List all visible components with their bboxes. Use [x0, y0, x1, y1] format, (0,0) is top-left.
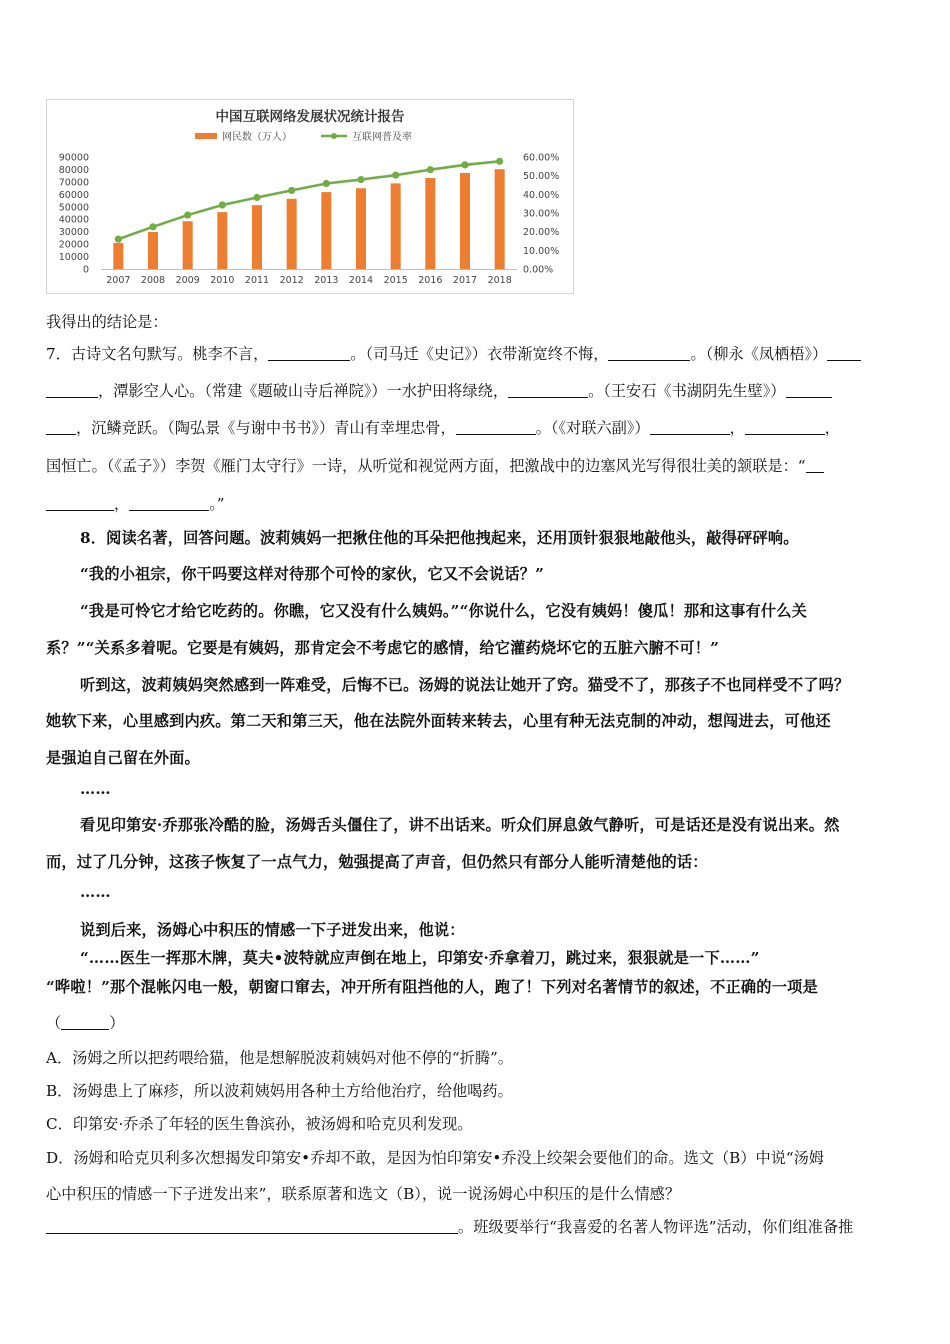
q8-question: “哗啦！”那个混帐闪电一般，朝窗口窜去，冲开所有阻挡他的人，跑了！下列对名著情节的叙述，不正确的一项是	[46, 978, 818, 996]
y-right-tick-label: 40.00%	[523, 189, 560, 201]
bar	[148, 232, 158, 269]
answer-blank[interactable]	[456, 420, 536, 435]
bar	[321, 192, 331, 269]
option-d: D．汤姆和哈克贝利多次想揭发印第安•乔却不敢，是因为怕印第安•乔没上绞架会要他们的命。选文（B）中说“汤姆	[46, 1149, 825, 1167]
answer-blank[interactable]	[61, 1015, 109, 1030]
bar	[460, 173, 470, 269]
answer-blank[interactable]	[608, 346, 690, 361]
x-tick-label: 2012	[279, 275, 304, 286]
y-left-tick-label: 40000	[58, 214, 89, 226]
y-left-tick-label: 30000	[58, 227, 89, 239]
answer-blank[interactable]	[745, 420, 825, 435]
q8-paragraph: 听到这，波莉姨妈突然感到一阵难受，后悔不已。汤姆的说法让她开了窍。猫受不了，那孩子不也同样受不了吗？	[80, 676, 850, 694]
y-left-tick-label: 50000	[58, 202, 89, 214]
option-b: B．汤姆患上了麻疹，所以波莉姨妈用各种土方给他治疗，给他喝药。	[46, 1082, 513, 1100]
line-point	[219, 201, 226, 208]
q8-paragraph: 说到后来，汤姆心中积压的情感一下子迸发出来，他说：	[80, 921, 465, 939]
answer-blank[interactable]	[46, 1219, 458, 1234]
line-point	[253, 194, 260, 201]
answer-blank[interactable]	[806, 458, 824, 473]
legend-marker-line	[331, 133, 337, 139]
line-point	[184, 211, 191, 218]
q7-line-5: ， 。”	[46, 494, 225, 514]
line-point	[427, 166, 434, 173]
answer-blank[interactable]	[827, 346, 861, 361]
q7-line-4: 国恒亡。（《孟子》）李贺《雁门太守行》一诗，从听觉和视觉两方面，把激战中的边塞风光写得很壮美的颔联是：“	[46, 456, 824, 476]
bar	[287, 199, 297, 269]
legend-label-line: 互联网普及率	[352, 132, 412, 143]
answer-blank[interactable]	[650, 420, 730, 435]
q7-line-2: ，潭影空人心。（常建《题破山寺后禅院》）一水护田将绿绕， 。（王安石《书湖阴先生壁》）	[46, 381, 832, 401]
follow-up-question: 心中积压的情感一下子迸发出来”，联系原著和选文（B），说一说汤姆心中积压的是什么情感？	[46, 1185, 681, 1203]
q8-intro: 8．阅读名著，回答问题。波莉姨妈一把揪住他的耳朵把他拽起来，还用顶针狠狠地敲他头，敲得砰砰响。	[80, 529, 799, 547]
x-tick-label: 2008	[140, 275, 166, 286]
line-point	[357, 176, 364, 183]
q8-paragraph: 系？”“关系多着呢。它要是有姨妈，那肯定会不考虑它的感情，给它灌药烧坏它的五脏六腑不可！”	[46, 639, 720, 657]
series-line	[118, 161, 499, 239]
line-point	[149, 223, 156, 230]
ellipsis: ……	[80, 780, 111, 798]
q7-line-3: ，沉鳞竞跃。（陶弘景《与谢中书书》）青山有幸埋忠骨， 。（《对联六副》） ， ，	[46, 418, 840, 438]
chart-title: 中国互联网络发展状况统计报告	[215, 109, 405, 125]
y-right-tick-label: 60.00%	[523, 152, 560, 164]
legend-label-bars: 网民数（万人）	[222, 132, 292, 143]
y-left-tick-label: 80000	[58, 164, 89, 176]
q8-paragraph: 她软下来，心里感到内疚。第二天和第三天，他在法院外面转来转去，心里有种无法克制的冲动，想闯进去，可他还	[46, 712, 831, 730]
y-right-tick-label: 20.00%	[523, 227, 560, 239]
answer-blank[interactable]	[508, 383, 588, 398]
y-right-tick-label: 10.00%	[523, 245, 560, 257]
x-tick-label: 2014	[348, 275, 374, 286]
chart-canvas	[47, 100, 573, 293]
answer-blank[interactable]	[46, 496, 114, 511]
q8-paragraph: 而，过了几分钟，这孩子恢复了一点气力，勉强提高了声音，但仍然只有部分人能听清楚他的话：	[46, 853, 708, 871]
x-tick-label: 2010	[210, 275, 235, 286]
y-right-tick-label: 50.00%	[523, 171, 560, 183]
answer-line: 。班级要举行“我喜爱的名著人物评选”活动，你们组准备推	[46, 1217, 853, 1237]
answer-blank[interactable]	[46, 420, 76, 435]
y-left-tick-label: 90000	[58, 152, 89, 164]
answer-blank[interactable]	[786, 383, 832, 398]
q8-paragraph: “……医生一挥那木牌，莫夫•波特就应声倒在地上，印第安·乔拿着刀，跳过来，狠狠就是一下……”	[80, 949, 760, 967]
x-tick-label: 2011	[244, 275, 270, 286]
y-right-tick-label: 30.00%	[523, 208, 560, 220]
x-tick-label: 2015	[383, 275, 408, 286]
line-point	[392, 172, 399, 179]
y-left-tick-label: 60000	[58, 189, 89, 201]
x-tick-label: 2016	[418, 275, 443, 286]
option-a: A．汤姆之所以把药喂给猫，他是想解脱波莉姨妈对他不停的“折腾”。	[46, 1049, 513, 1067]
bar	[391, 183, 401, 269]
bar	[495, 169, 505, 269]
y-left-tick-label: 10000	[58, 252, 89, 264]
x-tick-label: 2018	[487, 275, 512, 286]
bar	[113, 243, 123, 269]
y-left-tick-label: 20000	[58, 239, 89, 251]
line-point	[288, 187, 295, 194]
bar	[252, 205, 262, 269]
bar	[217, 212, 227, 269]
x-tick-label: 2007	[106, 275, 131, 286]
y-left-tick-label: 0	[82, 264, 89, 276]
x-tick-label: 2009	[175, 275, 200, 286]
y-left-tick-label: 70000	[58, 177, 89, 189]
statistics-chart	[46, 99, 574, 294]
answer-blank[interactable]	[129, 496, 209, 511]
q8-paragraph: 看见印第安·乔那张冷酷的脸，汤姆舌头僵住了，讲不出话来。听众们屏息敛气静听，可是话还是没有说出来。然	[80, 816, 840, 834]
x-tick-label: 2013	[314, 275, 339, 286]
ellipsis: ……	[80, 883, 111, 901]
y-right-tick-label: 0.00%	[523, 264, 554, 276]
line-point	[496, 158, 503, 165]
q7-line-1: 7．古诗文名句默写。桃李不言， 。（司马迁《史记》）衣带渐宽终不悔， 。（柳永《凤栖梧》）	[46, 344, 861, 364]
answer-blank[interactable]	[46, 383, 98, 398]
answer-blank[interactable]	[268, 346, 350, 361]
bar	[425, 178, 435, 269]
conclusion-prompt: 我得出的结论是：	[46, 313, 168, 331]
bar	[356, 188, 366, 269]
q8-paragraph: “我的小祖宗，你干吗要这样对待那个可怜的家伙，它又不会说话？”	[80, 565, 545, 583]
line-point	[115, 236, 122, 243]
q8-paragraph: 是强迫自己留在外面。	[46, 749, 200, 767]
q8-paragraph: “我是可怜它才给它吃药的。你瞧，它又没有什么姨妈。”“你说什么，它没有姨妈！傻瓜！那和这事有什么关	[80, 602, 808, 620]
answer-paren: （ ）	[46, 1014, 125, 1032]
line-point	[461, 161, 468, 168]
bar	[183, 221, 193, 269]
legend-swatch-bars	[195, 133, 217, 139]
x-tick-label: 2017	[452, 275, 478, 286]
option-c: C．印第安·乔杀了年轻的医生鲁滨孙，被汤姆和哈克贝利发现。	[46, 1115, 473, 1133]
line-point	[323, 180, 330, 187]
